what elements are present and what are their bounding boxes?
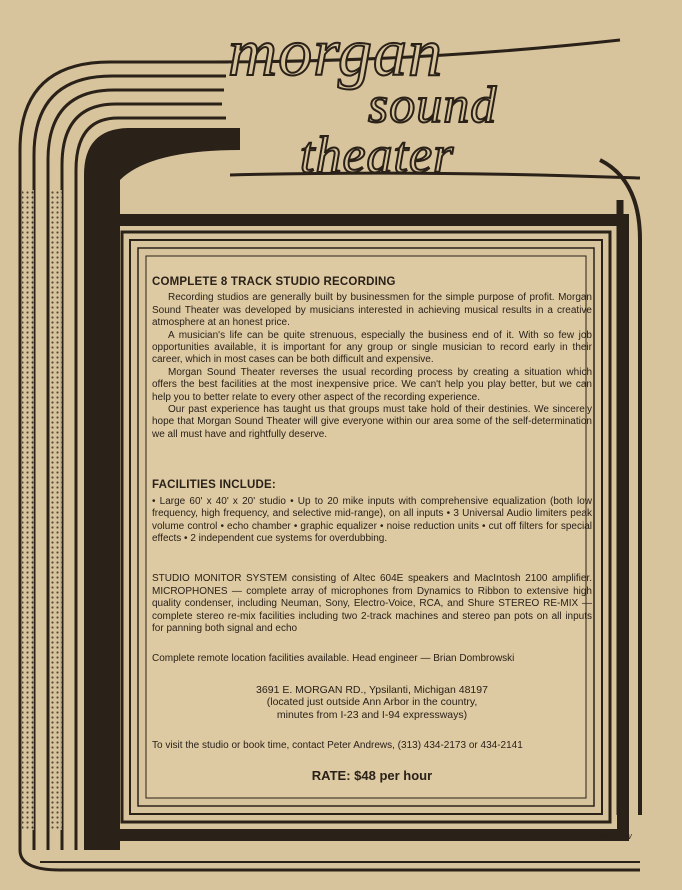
intro-paragraph-4: Our past experience has taught us that groups must take hold of their destinies. We sincerely hope that Morgan Sound Theater will give everyone within our area some of the self-determination we all must have and rightfully deserve. [152, 404, 592, 440]
address-line-1: 3691 E. MORGAN RD., Ypsilanti, Michigan 48197 [256, 683, 488, 696]
intro-paragraph-1: Recording studios are generally built by businessmen for the simple purpose of profit. Morgan Sound Theater was developed by musicians interested in achieving musical results in a creative atmosphere at an honest price. [152, 292, 592, 329]
title-morgan: morgan [228, 14, 444, 90]
ad-copy-panel [152, 276, 592, 796]
intro-paragraph-3: Morgan Sound Theater reverses the usual recording process by creating a situation which offers the best facilities at the most inexpensive price. We can't help you play better, but we can help you to better relate to every other aspect of the recording experience. [152, 366, 592, 403]
remote-facilities-text: Complete remote location facilities available. Head engineer — Brian Dombrowski [152, 653, 515, 665]
monitor-system-text: STUDIO MONITOR SYSTEM consisting of Altec 604E speakers and MacIntosh 2100 amplifier. MICROPHONES — complete array of microphones from Dynamics to Ribbon to extensive high quality condenser, including Neuman, Sony, Electro-Voice, RCA, and Shure STEREO RE-MIX — complete stereo re-mix facilities including two 2-track machines and stereo pan pots on all inputs for panning both signal and echo [152, 573, 592, 634]
address-line-2: (located just outside Ann Arbor in the country, [266, 696, 478, 709]
facilities-heading: FACILITIES INCLUDE: [152, 479, 276, 492]
contact-text: To visit the studio or book time, contact Peter Andrews, (313) 434-2173 or 434-2141 [152, 739, 523, 751]
title-theater: theater [300, 127, 455, 184]
rate-text: RATE: $48 per hour [311, 767, 433, 783]
intro-heading: COMPLETE 8 TRACK STUDIO RECORDING [152, 276, 396, 288]
title-sound: sound [368, 77, 498, 134]
facilities-list: • Large 60' x 40' x 20' studio • Up to 20 mike inputs with comprehensive equalization (both low frequency, high frequency, and selective mid-range), on all inputs • 3 Universal Audio limiters peak volume control • echo chamber • graphic equalizer • noise reduction units • cut off filters for special effects • 2 independent cue systems for overdubbing. [152, 495, 592, 544]
artist-signature: GRIMSHAW [589, 834, 633, 841]
address-line-3: minutes from I-23 and I-94 expressways) [276, 708, 468, 721]
intro-paragraph-2: A musician's life can be quite strenuous, especially the business end of it. With so few job opportunities available, it is important for any group or single musician to record early in their career, which in most cases can be both difficult and expensive. [152, 329, 592, 366]
